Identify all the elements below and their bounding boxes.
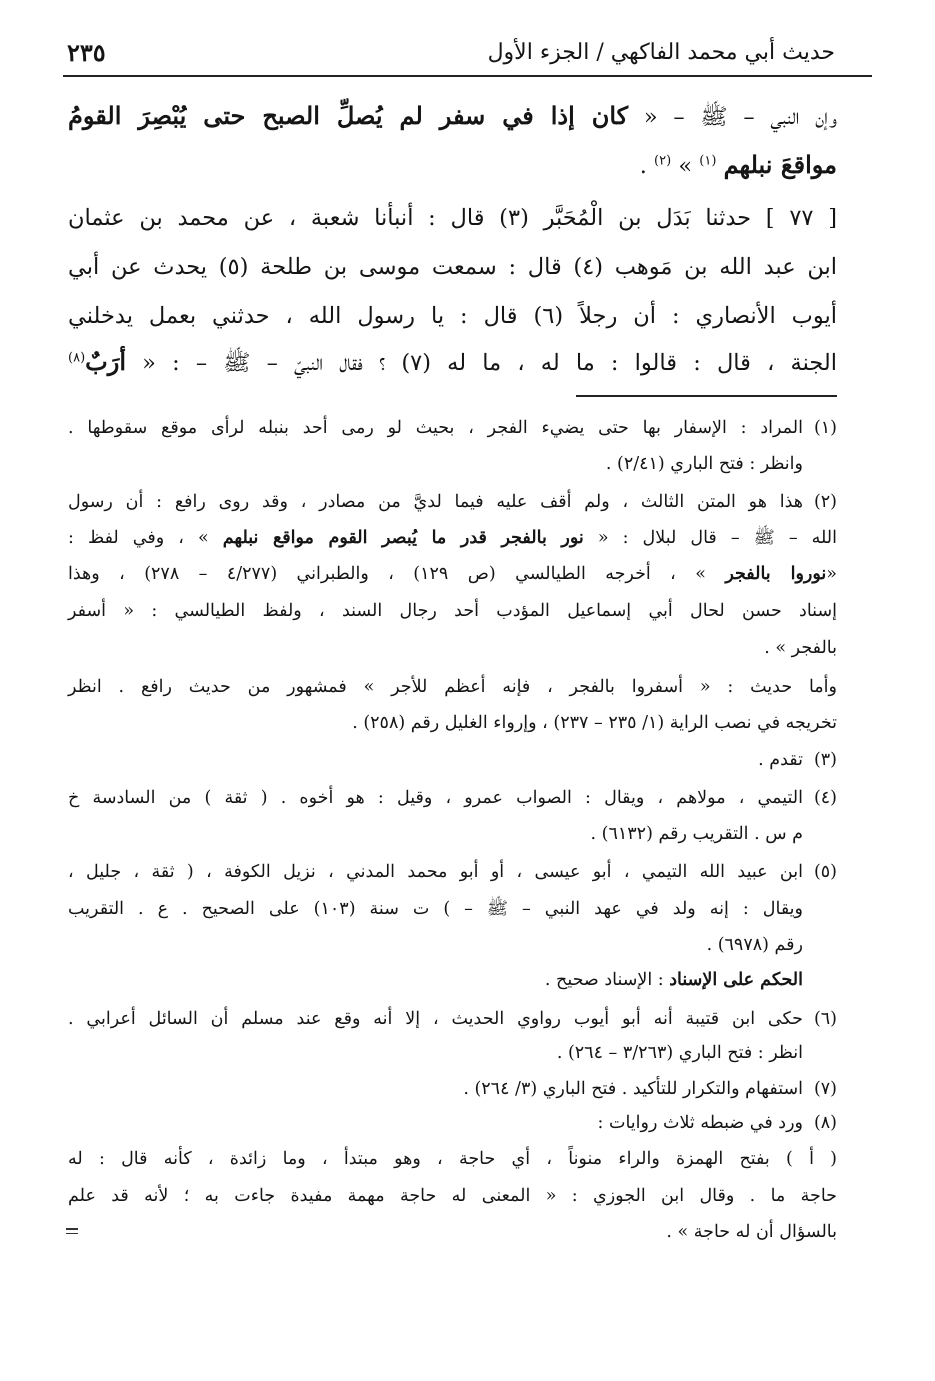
footnote-8-line-2: ( أ ) بفتح الهمزة والراء منوناً ، أي حاجة ، وهو مبتدأ ، وما زائدة ، كأنه قال : له (68, 1149, 837, 1169)
footnote-number-4: (٤) (813, 788, 837, 808)
body-line-1-prefix: وإن النبي – ﷺ – « (628, 104, 837, 130)
footnote-2-line-2-c: » ، وفي لفظ : (68, 528, 223, 548)
footnote-5-line-3: رقم (٦٩٧٨) . (706, 935, 803, 955)
footnote-1-line-2: وانظر : فتح الباري (٢/٤١) . (605, 454, 803, 474)
quote-close: » (671, 153, 700, 179)
running-header-title: حديث أبي محمد الفاكهي / الجزء الأول (487, 40, 835, 65)
header-rule (63, 75, 872, 77)
body-line-1 (68, 92, 837, 141)
footnote-2-line-4: إسناد حسن لحال أبي إسماعيل المؤدب أحد رجال السند ، ولفظ الطيالسي : « أسفر (68, 601, 837, 621)
period: . (639, 153, 655, 179)
body-line-6-text: الجنة ، قال : قالوا : ما له ، ما له (٧) ؟ فقال النبيّ – ﷺ – : « (126, 350, 837, 376)
footnote-8-line-1: ورد في ضبطه ثلاث روايات : (597, 1113, 803, 1133)
footnote-number-2: (٢) (813, 492, 837, 512)
footnote-number-1: (١) (813, 418, 837, 438)
footnote-4-line-2: م س . التقريب رقم (٦١٣٢) . (590, 824, 803, 844)
footnote-number-5: (٥) (813, 862, 837, 882)
footnote-8-line-3: حاجة ما . وقال ابن الجوزي : « المعنى له حاجة مهمة مفيدة جاءت به ؛ لأنه قد علم (68, 1186, 837, 1206)
hadith-text-1: كان إذا في سفر لم يُصلِّ الصبح حتى يُبْصِرَ القومُ (68, 101, 629, 130)
body-line-2 (640, 141, 837, 190)
continuation-mark-lower (66, 1233, 78, 1234)
footnote-2-line-1: هذا هو المتن الثالث ، ولم أقف عليه فيما لديَّ من مصادر ، وقد روى رافع : أن رسول (68, 492, 803, 512)
body-line-3: [ ٧٧ ] حدثنا بَدَل بن الْمُحَبَّر (٣) قال : أنبأنا شعبة ، عن محمد بن عثمان (68, 205, 837, 231)
footnote-2-line-2 (68, 522, 837, 554)
continuation-mark (66, 1228, 78, 1230)
footnote-5-line-1: ابن عبيد الله التيمي ، أبو عيسى ، أو أبو محمد المدني ، نزيل الكوفة ، ( ثقة ، جليل ، (68, 862, 803, 882)
isnad-ruling-label: الحكم على الإسناد (669, 970, 803, 990)
footnote-6-line-2: انظر : فتح الباري (٣/٢٦٣ – ٢٦٤) . (556, 1043, 803, 1063)
footnote-ref-2[interactable]: (٢) (654, 153, 672, 169)
footnote-5-line-2: ويقال : إنه ولد في عهد النبي – ﷺ – ) ت سنة (١٠٣) على الصحيح . ع . التقريب (68, 899, 803, 919)
footnote-4-line-1: التيمي ، مولاهم ، ويقال : الصواب عمرو ، وقيل : هو أخوه . ( ثقة ) من السادسة خ (68, 788, 803, 808)
page-number: ٢٣٥ (67, 38, 106, 67)
footnote-2-line-7: تخريجه في نصب الراية (١/ ٢٣٥ – ٢٣٧) ، وإرواء الغليل رقم (٢٥٨) . (352, 713, 837, 733)
hadith-text-2: مواقعَ نبلهم (723, 150, 837, 179)
footnote-number-6: (٦) (813, 1009, 837, 1029)
footnote-number-3: (٣) (813, 750, 837, 770)
footnote-number-7: (٧) (813, 1079, 837, 1099)
body-line-4: ابن عبد الله بن مَوهب (٤) قال : سمعت موسى بن طلحة (٥) يحدث عن أبي (68, 254, 837, 280)
footnote-2-line-3-c: » ، أخرجه الطيالسي (ص ١٢٩) ، والطبراني (٤/٢٧٧ – ٢٧٨) ، وهذا (68, 564, 726, 584)
footnote-6-line-1: حكى ابن قتيبة أنه أبو أيوب رواوي الحديث ، إلا أنه وقع عند مسلم أن السائل أعرابي . (68, 1009, 803, 1029)
footnote-ref-8[interactable]: (٨) (68, 350, 86, 366)
footnote-2-line-2-a: الله – ﷺ – قال لبلال : « (583, 528, 838, 548)
footnote-2-line-6: وأما حديث : « أسفروا بالفجر ، فإنه أعظم للأجر » فمشهور من حديث رافع . انظر (68, 677, 837, 697)
hadith-word-arab: أرَبٌ (85, 347, 126, 376)
body-line-5: أيوب الأنصاري : أن رجلاً (٦) قال : يا رسول الله ، حدثني بعمل يدخلني (68, 303, 837, 329)
footnote-3-line-1: تقدم . (758, 750, 803, 770)
footnote-5-line-4 (545, 964, 803, 996)
footnote-8-line-4: بالسؤال أن له حاجة » . (666, 1222, 837, 1242)
footnote-number-8: (٨) (813, 1113, 837, 1133)
footnote-2-line-3-a: « (826, 564, 837, 584)
footnote-2-hadith-2: نوروا بالفجر (725, 564, 827, 584)
footnote-2-line-3 (68, 558, 837, 590)
footnote-2-hadith-1: نور بالفجر قدر ما يُبصر القوم مواقع نبلهم (222, 528, 584, 548)
footnote-7-line-1: استفهام والتكرار للتأكيد . فتح الباري (٣/ ٢٦٤) . (463, 1079, 803, 1099)
isnad-ruling-text: : الإسناد صحيح . (544, 970, 670, 990)
footnote-1-line-1: المراد : الإسفار بها حتى يضيء الفجر ، بحيث لو رمى أحد بنبله لرأى موقع سقوطها . (68, 418, 803, 438)
footnote-2-line-5: بالفجر » . (764, 638, 837, 658)
body-line-6 (68, 338, 837, 387)
footnotes-separator (576, 395, 837, 397)
footnote-ref-1[interactable]: (١) (699, 153, 717, 169)
